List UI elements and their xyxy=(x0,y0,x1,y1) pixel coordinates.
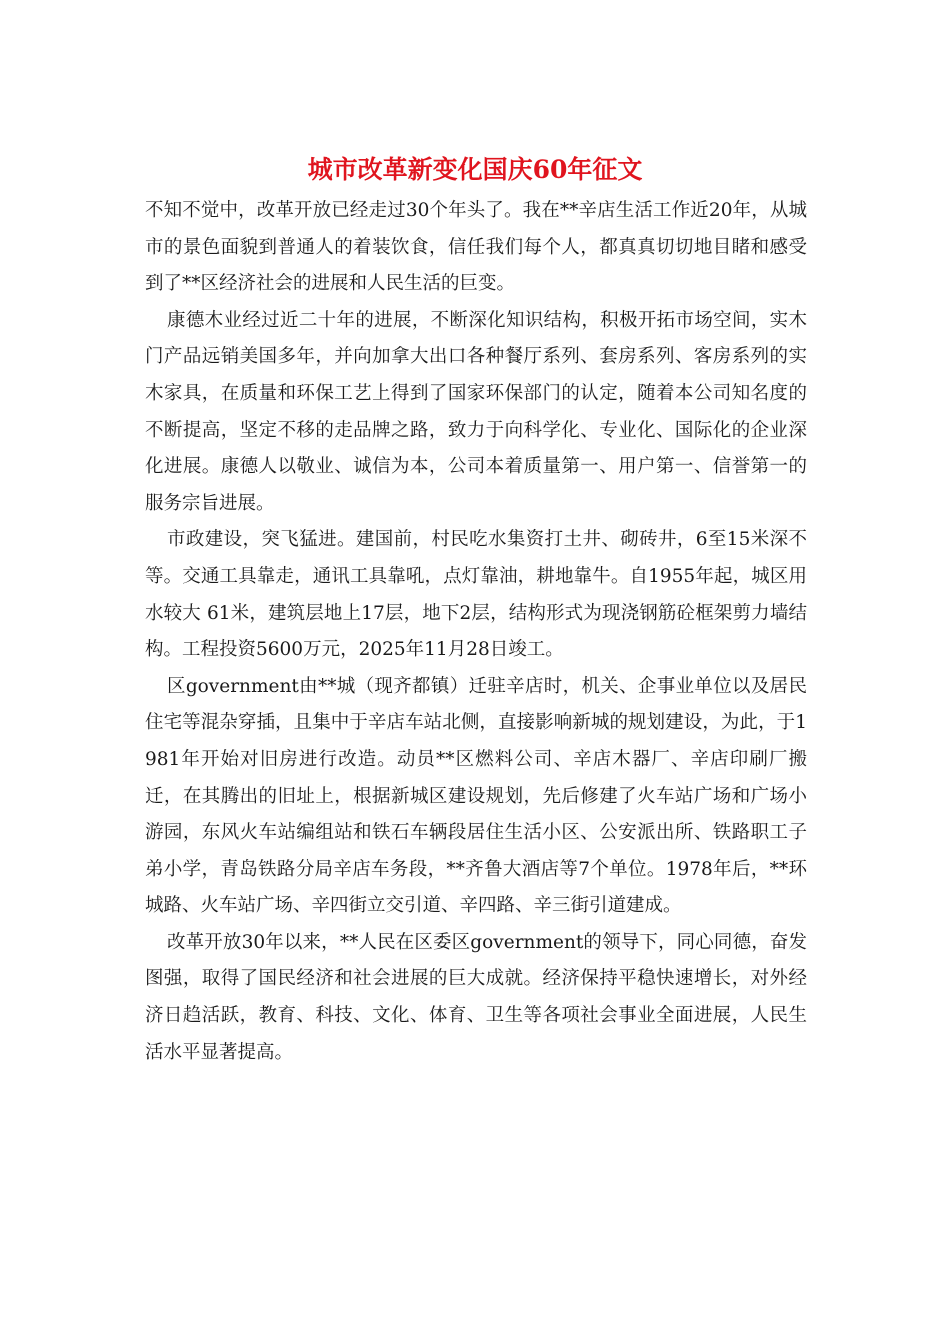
paragraph-intro: 不知不觉中，改革开放已经走过30个年头了。我在**辛店生活工作近20年，从城市的景色面貌到普通人的着装饮食，信任我们每个人，都真真切切地目睹和感受到了**区经济社会的进展和人民生活的巨变。 xyxy=(145,200,807,295)
paragraph-municipal: 市政建设，突飞猛进。建国前，村民吃水集资打土井、砌砖井，6至15米深不等。交通工具靠走，通讯工具靠吼，点灯靠油，耕地靠牛。自1955年起，城区用水较大 61米，建筑层地上17层，地下2层，结构形式为现浇钢筋砼框架剪力墙结构。工程投资5600万元，2025年11月28日竣工。 xyxy=(145,529,807,661)
paragraph-district: 区government由**城（现齐都镇）迁驻辛店时，机关、企事业单位以及居民住宅等混杂穿插，且集中于辛店车站北侧，直接影响新城的规划建设，为此，于1981年开始对旧房进行改造。动员**区燃料公司、辛店木器厂、辛店印刷厂搬迁，在其腾出的旧址上，根据新城区建设规划，先后修建了火车站广场和广场小游园，东风火车站编组站和铁石车辆段居住生活小区、公安派出所、铁路职工子弟小学，青岛铁路分局辛店车务段，**齐鲁大酒店等7个单位。1978年后，**环城路、火车站广场、辛四街立交引道、辛四路、辛三街引道建成。 xyxy=(145,675,807,917)
paragraph-reform: 改革开放30年以来，**人民在区委区government的领导下，同心同德，奋发图强，取得了国民经济和社会进展的巨大成就。经济保持平稳快速增长，对外经济日趋活跃，教育、科技、文化、体育、卫生等各项社会事业全面进展，人民生活水平显著提高。 xyxy=(145,931,807,1063)
paragraph-kangde: 康德木业经过近二十年的进展，不断深化知识结构，积极开拓市场空间，实木门产品远销美国多年，并向加拿大出口各种餐厅系列、套房系列、客房系列的实木家具，在质量和环保工艺上得到了国家环保部门的认定，随着本公司知名度的不断提高，坚定不移的走品牌之路，致力于向科学化、专业化、国际化的企业深化进展。康德人以敬业、诚信为本，公司本着质量第一、用户第一、信誉第一的服务宗旨进展。 xyxy=(145,309,807,514)
document-title: 城市改革新变化国庆60年征文 xyxy=(307,155,643,184)
document-body xyxy=(145,193,807,1071)
